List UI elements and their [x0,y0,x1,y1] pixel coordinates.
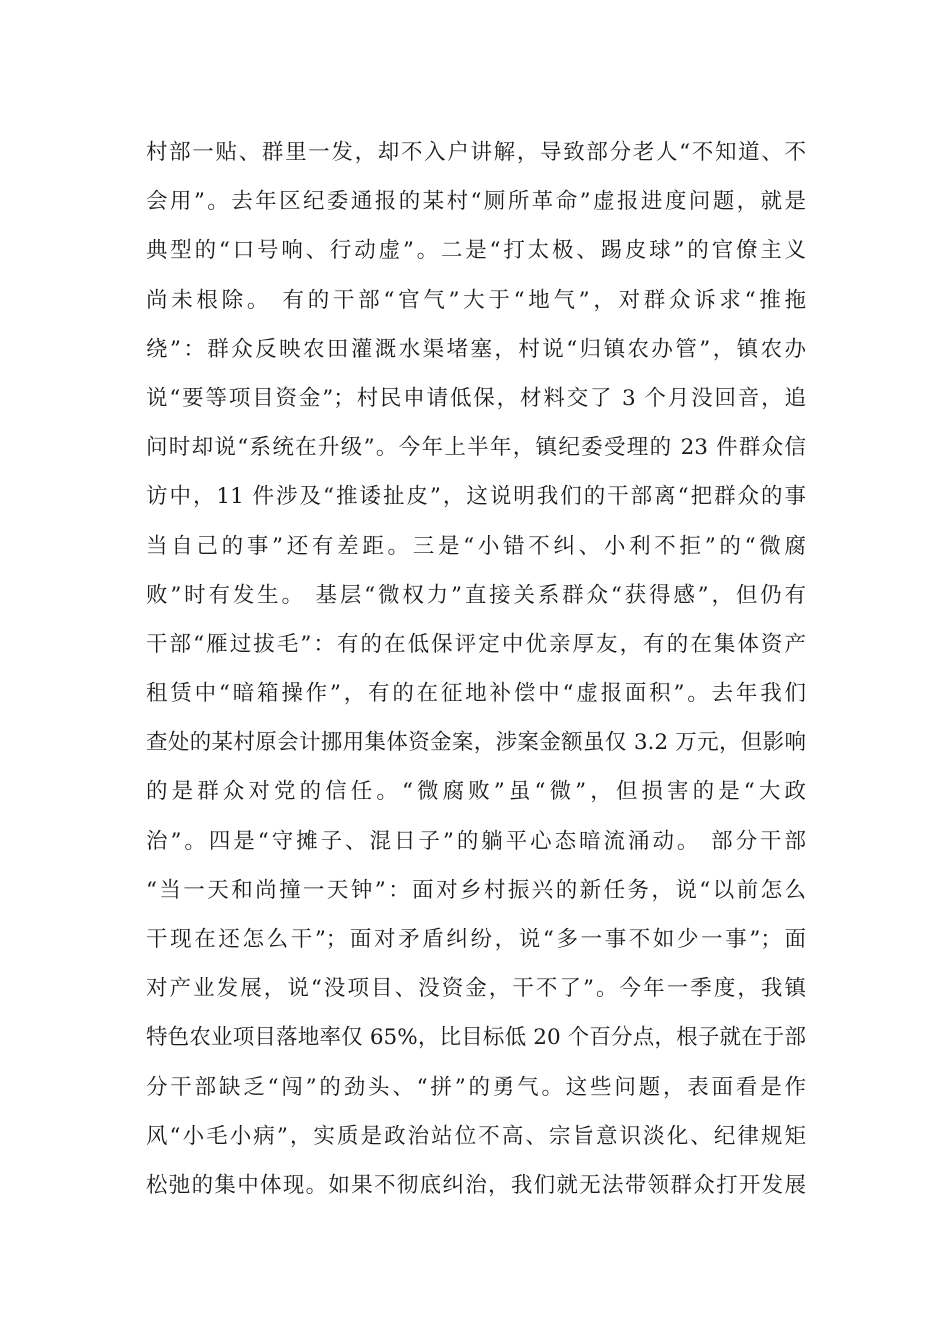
text-line: 松弛的集中体现。如果不彻底纠治，我们就无法带领群众打开发展 [146,1172,806,1198]
body-paragraph [146,128,806,1210]
text-line: 干部“雁过拔毛”：有的在低保评定中优亲厚友，有的在集体资产 [146,631,806,657]
text-line: 村部一贴、群里一发，却不入户讲解，导致部分老人“不知道、不 [146,140,806,165]
text-line: 典型的“口号响、行动虚”。二是“打太极、踢皮球”的官僚主义 [146,238,806,264]
text-line: 当自己的事”还有差距。三是“小错不纠、小利不拒”的“微腐 [146,533,806,559]
text-line: 的是群众对党的信任。“微腐败”虽“微”，但损害的是“大政 [146,779,806,805]
text-line: 说“要等项目资金”；村民申请低保，材料交了 3 个月没回音，追 [146,385,806,411]
text-line: 干现在还怎么干”；面对矛盾纠纷，说“多一事不如少一事”；面 [146,927,806,952]
text-line: 会用”。去年区纪委通报的某村“厕所革命”虚报进度问题，就是 [146,189,806,215]
text-line: 租赁中“暗箱操作”，有的在征地补偿中“虚报面积”。去年我们 [146,681,806,707]
text-line: “当一天和尚撞一天钟”：面对乡村振兴的新任务，说“以前怎么 [146,877,806,903]
text-line: 访中，11 件涉及“推诿扯皮”，这说明我们的干部离“把群众的事 [146,484,806,510]
text-line: 查处的某村原会计挪用集体资金案，涉案金额虽仅 3.2 万元，但影响 [146,730,806,756]
text-line: 分干部缺乏“闯”的劲头、“拼”的勇气。这些问题，表面看是作 [146,1074,806,1100]
text-line: 败”时有发生。 基层“微权力”直接关系群众“获得感”，但仍有 [146,582,806,608]
text-line: 治”。四是“守摊子、混日子”的躺平心态暗流涌动。 部分干部 [146,828,806,854]
text-line: 对产业发展，说“没项目、没资金，干不了”。今年一季度，我镇 [146,976,806,1002]
text-line: 绕”：群众反映农田灌溉水渠堵塞，村说“归镇农办管”，镇农办 [146,336,806,362]
text-line: 问时却说“系统在升级”。今年上半年，镇纪委受理的 23 件群众信 [146,435,806,461]
text-line: 特色农业项目落地率仅 65%，比目标低 20 个百分点，根子就在于部 [146,1025,806,1051]
text-line: 风“小毛小病”，实质是政治站位不高、宗旨意识淡化、纪律规矩 [146,1123,806,1149]
text-line: 尚未根除。 有的干部“官气”大于“地气”，对群众诉求“推拖 [146,287,806,313]
